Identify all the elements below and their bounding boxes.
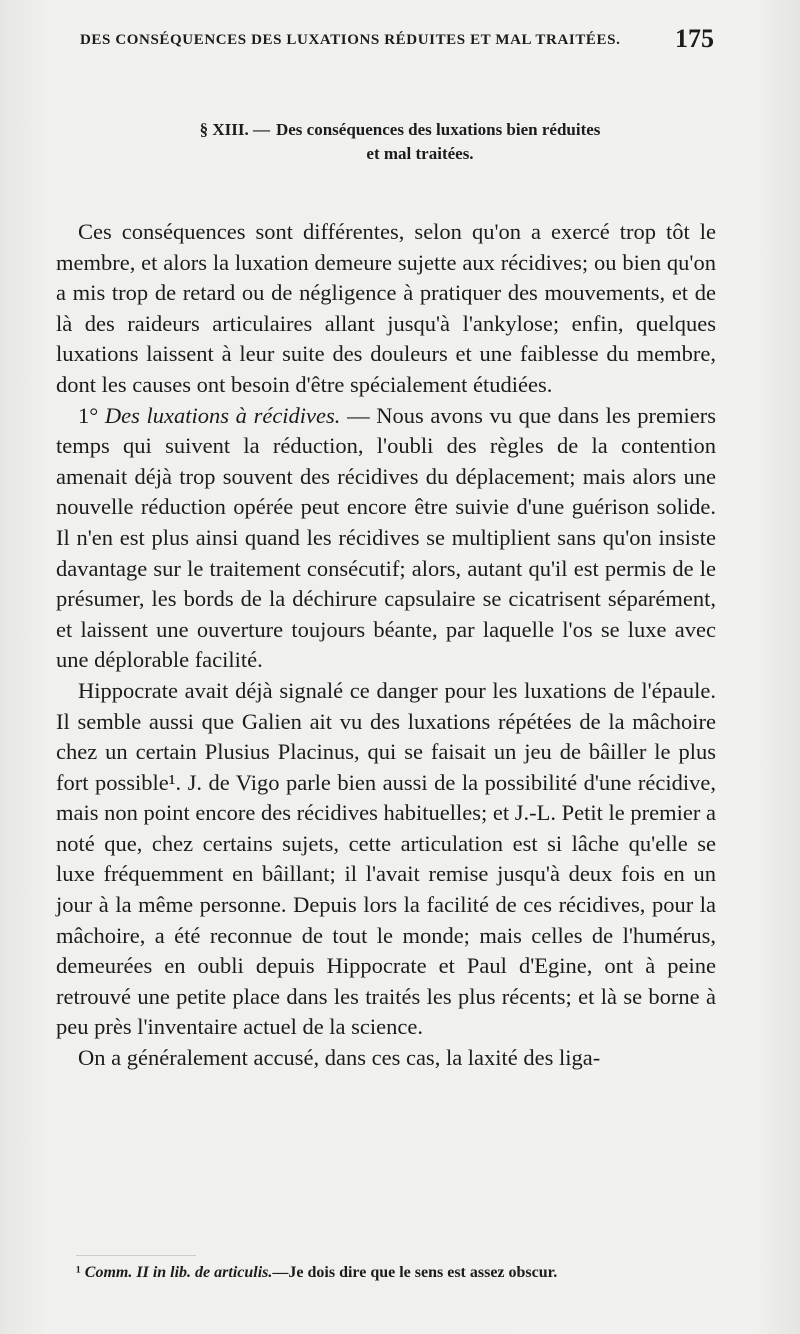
footnote-divider [76, 1255, 196, 1256]
running-head-title: DES CONSÉQUENCES DES LUXATIONS RÉDUITES ET MAL TRAITÉES. [80, 32, 621, 48]
paragraph-1: Ces conséquences sont différentes, selon qu'on a exercé trop tôt le membre, et alors la luxation demeure sujette aux récidives; ou bien qu'on a mis trop de retard ou de négligence à pratiquer des mouvements, et de là des raideurs articulaires allant jusqu'à l'ankylose; enfin, quelques luxations laissent à leur suite des douleurs et une faiblesse du membre, dont les causes ont besoin d'être spécialement étudiées. [56, 219, 716, 397]
section-heading [0, 118, 800, 166]
running-head [80, 22, 720, 54]
page-number: 175 [675, 24, 714, 53]
section-title-line2: et mal traitées. [366, 144, 474, 163]
section-title-line1: Des conséquences des luxations bien réduites [275, 120, 601, 139]
footnote-marker: ¹ [76, 1264, 81, 1281]
section-number: § XIII. — [199, 120, 270, 139]
paragraph-2-number: 1° [78, 402, 99, 428]
section-heading-line1 [0, 118, 800, 142]
paragraph-2-subheading: Des luxations à récidives. [104, 402, 341, 428]
footnote-source: Comm. II in lib. de articulis. [84, 1264, 273, 1281]
body-text [56, 217, 716, 1074]
footnote [76, 1264, 716, 1282]
paragraph-2 [56, 401, 716, 676]
footnote-text: —Je dois dire que le sens est assez obscur. [272, 1264, 558, 1281]
paragraph-4: On a généralement accusé, dans ces cas, la laxité des liga- [78, 1045, 601, 1071]
paragraph-2-text: — Nous avons vu que dans les premiers temps qui suivent la réduction, l'oubli des règles de la contention amenait déjà trop souvent des récidives du déplacement; mais alors une nouvelle réduction opérée peut encore être suivie d'une guérison solide. Il n'en est plus ainsi quand les récidives se multiplient sans qu'on insiste davantage sur le traitement consécutif; alors, autant qu'il est permis de le présumer, les bords de la déchirure capsulaire se cicatrisent séparément, et laissent une ouverture toujours béante, par laquelle l'os se luxe avec une déplorable facilité. [56, 402, 717, 673]
paragraph-3: Hippocrate avait déjà signalé ce danger pour les luxations de l'épaule. Il semble aussi que Galien ait vu des luxations répétées de la mâchoire chez un certain Plusius Placinus, qui se faisait un jeu de bâiller le plus fort possible¹. J. de Vigo parle bien aussi de la possibilité d'une récidive, mais non point encore des récidives habituelles; et J.-L. Petit le premier a noté que, chez certains sujets, cette articulation est si lâche qu'elle se luxe fréquemment en bâillant; il l'avait remise jusqu'à deux fois en un jour à la même personne. Depuis lors la facilité de ces récidives, pour la mâchoire, a été reconnue de tout le monde; mais celles de l'humérus, demeurées en oubli depuis Hippocrate et Paul d'Egine, ont à peine retrouvé une petite place dans les traités les plus récents; et là se borne à peu près l'inventaire actuel de la science. [56, 677, 716, 1040]
